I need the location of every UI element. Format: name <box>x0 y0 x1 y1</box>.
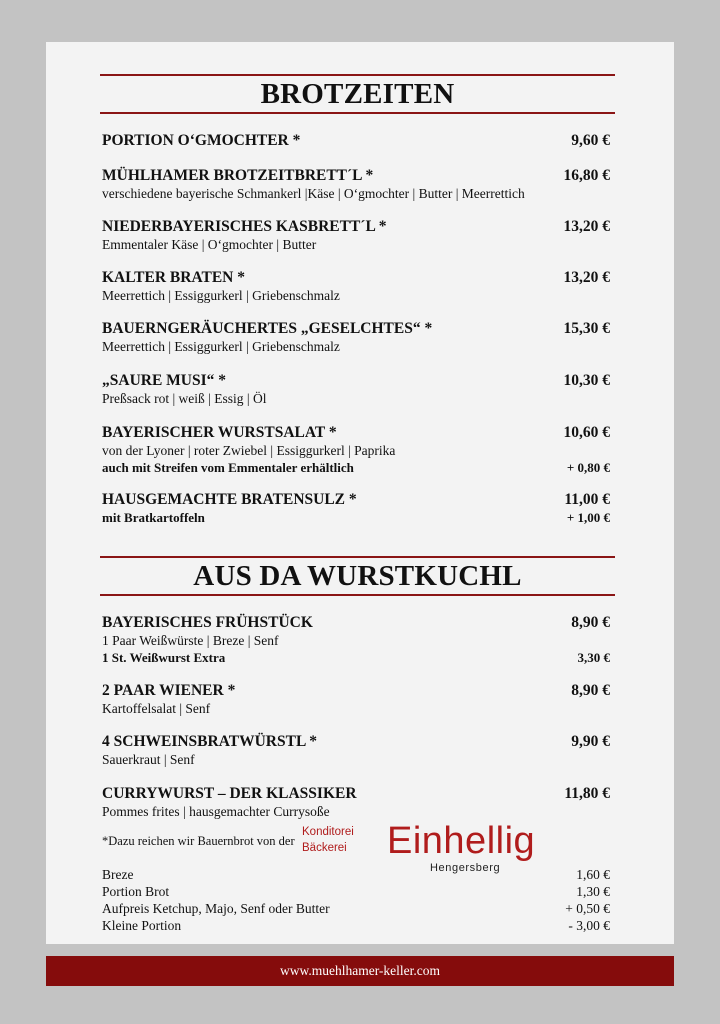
bread-name: Kleine Portion <box>102 918 182 933</box>
item-name: KALTER BRATEN * <box>102 269 245 286</box>
item-price: 8,90 € <box>571 682 610 699</box>
item-price: 9,60 € <box>571 132 610 149</box>
menu-item <box>102 131 610 150</box>
item-name: NIEDERBAYERISCHES KASBRETT´L * <box>102 218 387 235</box>
logo-baeckerei: Bäckerei <box>302 842 347 854</box>
item-price: 15,30 € <box>563 320 610 337</box>
item-name: 2 PAAR WIENER * <box>102 682 236 699</box>
item-description: Meerrettich | Essiggurkerl | Griebenschmalz <box>102 339 340 354</box>
menu-item <box>102 681 610 717</box>
bread-row <box>102 900 610 917</box>
bread-price: + 0,50 € <box>565 901 610 916</box>
menu-item <box>102 268 610 304</box>
item-description: Sauerkraut | Senf <box>102 752 195 767</box>
bread-name: Breze <box>102 867 134 882</box>
menu-item <box>102 490 610 526</box>
website-link[interactable]: www.muehlhamer-keller.com <box>279 963 441 978</box>
item-description: Emmentaler Käse | O‘gmochter | Butter <box>102 237 317 252</box>
item-extra-price: + 1,00 € <box>566 510 610 525</box>
item-description: Kartoffelsalat | Senf <box>102 701 211 716</box>
item-name: BAYERISCHER WURSTSALAT * <box>102 424 337 441</box>
item-price: 10,30 € <box>563 372 610 389</box>
bread-price: 1,30 € <box>576 884 610 899</box>
bread-price: - 3,00 € <box>568 918 610 933</box>
item-name: 4 SCHWEINSBRATWÜRSTL * <box>102 733 318 750</box>
item-price: 16,80 € <box>563 167 610 184</box>
menu-item <box>102 319 610 355</box>
item-name: HAUSGEMACHTE BRATENSULZ * <box>102 491 357 508</box>
bread-row <box>102 883 610 900</box>
footer-website[interactable] <box>46 956 674 986</box>
menu-item <box>102 217 610 253</box>
item-description: Preßsack rot | weiß | Essig | Öl <box>102 391 267 406</box>
bread-list <box>102 866 610 934</box>
menu-item <box>102 423 610 476</box>
bread-row <box>102 866 610 883</box>
bread-row <box>102 917 610 934</box>
item-extra-price: 3,30 € <box>577 650 610 665</box>
bread-name: Aufpreis Ketchup, Majo, Senf oder Butter <box>102 901 330 916</box>
item-description: von der Lyoner | roter Zwiebel | Essiggurkerl | Paprika <box>102 443 396 458</box>
item-name: CURRYWURST – DER KLASSIKER <box>102 785 357 802</box>
item-name: MÜHLHAMER BROTZEITBRETT´L * <box>102 167 374 184</box>
bread-name: Portion Brot <box>102 884 170 899</box>
item-description: Pommes frites | hausgemachter Currysoße <box>102 804 330 819</box>
logo-town: Hengersberg <box>430 862 501 874</box>
item-name: „SAURE MUSI“ * <box>102 372 227 389</box>
item-extra: mit Bratkartoffeln <box>102 510 205 525</box>
item-price: 9,90 € <box>571 733 610 750</box>
menu-item <box>102 166 610 202</box>
item-price: 10,60 € <box>563 424 610 441</box>
bread-price: 1,60 € <box>576 867 610 882</box>
menu-item <box>102 732 610 768</box>
item-name: BAYERISCHES FRÜHSTÜCK <box>102 614 313 631</box>
menu-item <box>102 784 610 820</box>
logo-name: Einhellig <box>387 820 536 862</box>
item-price: 8,90 € <box>571 614 610 631</box>
menu-page <box>46 42 674 944</box>
item-description: verschiedene bayerische Schmankerl |Käse | O‘gmochter | Butter | Meerrettich <box>102 186 525 201</box>
item-price: 13,20 € <box>563 218 610 235</box>
bread-note: *Dazu reichen wir Bauernbrot von der <box>102 834 295 848</box>
logo-konditorei: Konditorei <box>302 826 354 838</box>
section-title-wurstkuchl: AUS DA WURSTKUCHL <box>100 556 615 596</box>
item-price: 13,20 € <box>563 269 610 286</box>
item-extra: auch mit Streifen vom Emmentaler erhältlich <box>102 460 354 475</box>
section-title-brotzeiten: BROTZEITEN <box>100 74 615 114</box>
item-extra: 1 St. Weißwurst Extra <box>102 650 226 665</box>
item-price: 11,00 € <box>564 491 610 508</box>
menu-item <box>102 613 610 666</box>
item-description: Meerrettich | Essiggurkerl | Griebenschmalz <box>102 288 340 303</box>
item-extra-price: + 0,80 € <box>566 460 610 475</box>
menu-item <box>102 371 610 407</box>
item-name: PORTION O‘GMOCHTER * <box>102 132 301 149</box>
item-name: BAUERNGERÄUCHERTES „GESELCHTES“ * <box>102 320 433 337</box>
item-description: 1 Paar Weißwürste | Breze | Senf <box>102 633 279 648</box>
item-price: 11,80 € <box>564 785 610 802</box>
